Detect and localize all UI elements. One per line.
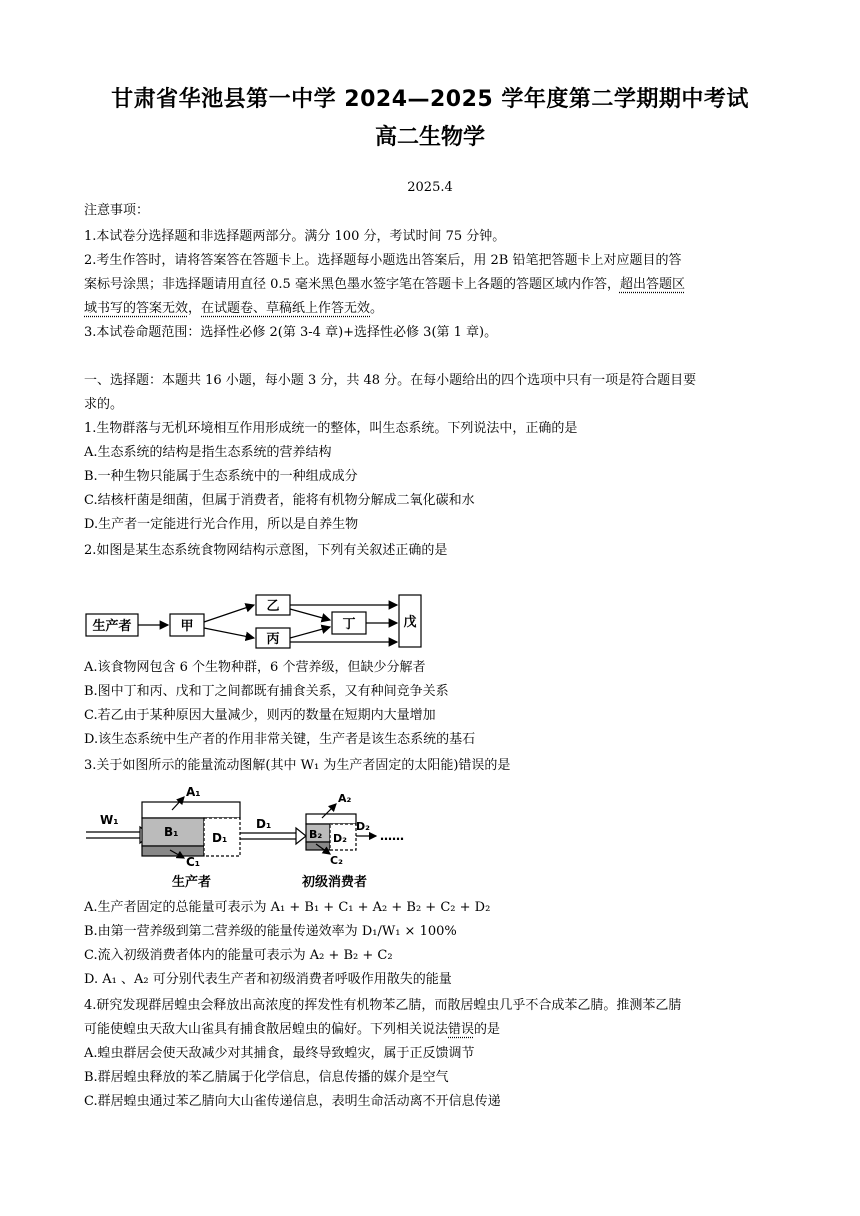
label-producer: 生产者	[172, 875, 212, 890]
note-2-line-3	[84, 299, 383, 319]
q1-stem: 1.生物群落与无机环境相互作用形成统一的整体，叫生态系统。下列说法中，正确的是	[84, 421, 578, 436]
q3-option-d: D. A₁ 、A₂ 可分别代表生产者和初级消费者呼吸作用散失的能量	[84, 972, 452, 987]
q2-option-c: C.若乙由于某种原因大量减少，则丙的数量在短期内大量增加	[84, 708, 436, 723]
energy-flow-diagram	[84, 784, 424, 892]
label-b1: B₁	[164, 825, 179, 839]
q3-stem: 3.关于如图所示的能量流动图解(其中 W₁ 为生产者固定的太阳能)错误的是	[84, 758, 511, 773]
label-d1-box: D₁	[212, 831, 228, 845]
exam-date: 2025.4	[407, 180, 453, 195]
label-a1: A₁	[186, 785, 201, 799]
note-1: 1.本试卷分选择题和非选择题两部分。满分 100 分，考试时间 75 分钟。	[84, 229, 506, 244]
note-2-line-2	[84, 275, 685, 295]
q4-option-a: A.蝗虫群居会使天敌减少对其捕食，最终导致蝗灾，属于正反馈调节	[84, 1046, 475, 1061]
node-jia: 甲	[180, 619, 194, 634]
food-web-diagram	[84, 590, 434, 652]
exam-title: 甘肃省华池县第一中学 2024—2025 学年度第二学期期中考试	[111, 87, 749, 112]
label-w1: W₁	[100, 813, 119, 827]
node-yi: 乙	[266, 599, 280, 614]
q3-option-a: A.生产者固定的总能量可表示为 A₁ + B₁ + C₁ + A₂ + B₂ + C₂ + D₂	[84, 900, 491, 915]
q4-stem-emphasis: 错误	[448, 1022, 475, 1037]
q1-option-c: C.结核杆菌是细菌，但属于消费者，能将有机物分解成二氧化碳和水	[84, 493, 475, 508]
node-bing: 丙	[266, 632, 280, 647]
label-c2: C₂	[330, 854, 343, 867]
label-d2-box: D₂	[333, 832, 347, 845]
q4-stem-end: 的是	[474, 1022, 501, 1037]
q1-option-d: D.生产者一定能进行光合作用，所以是自养生物	[84, 517, 359, 532]
note-2-line-1: 2.考生作答时，请将答案答在答题卡上。选择题每小题选出答案后，用 2B 铅笔把答题卡上对应题目的答	[84, 253, 682, 268]
q4-stem-line-2	[84, 1020, 500, 1040]
q2-option-b: B.图中丁和丙、戊和丁之间都既有捕食关系，又有种间竞争关系	[84, 684, 449, 699]
node-wu: 戊	[403, 615, 417, 630]
note-2-text: 案标号涂黑；非选择题请用直径 0.5 毫米黑色墨水签字笔在答题卡上各题的答题区域内作答，	[84, 277, 620, 292]
q2-option-d: D.该生态系统中生产者的作用非常关键，生产者是该生态系统的基石	[84, 732, 476, 747]
section-heading-line-1: 一、选择题：本题共 16 小题，每小题 3 分，共 48 分。在每小题给出的四个选项中只有一项是符合题目要	[84, 373, 697, 388]
exam-subtitle: 高二生物学	[374, 125, 485, 150]
note-2-period: 。	[370, 301, 384, 316]
label-ellipsis: ……	[380, 829, 404, 843]
note-2-comma: ，	[188, 301, 202, 316]
node-ding: 丁	[342, 617, 356, 632]
q2-stem: 2.如图是某生态系统食物网结构示意图，下列有关叙述正确的是	[84, 543, 448, 558]
label-b2: B₂	[309, 828, 323, 841]
label-c1: C₁	[186, 855, 201, 869]
note-3: 3.本试卷命题范围：选择性必修 2(第 3-4 章)+选择性必修 3(第 1 章)。	[84, 325, 498, 340]
label-a2: A₂	[338, 792, 352, 805]
note-2-emphasis-3: 在试题卷、草稿纸上作答无效	[201, 301, 371, 316]
q4-option-c: C.群居蝗虫通过苯乙腈向大山雀传递信息，表明生命活动离不开信息传递	[84, 1094, 501, 1109]
q4-option-b: B.群居蝗虫释放的苯乙腈属于化学信息，信息传播的媒介是空气	[84, 1070, 449, 1085]
node-producer: 生产者	[92, 619, 132, 634]
q3-option-b: B.由第一营养级到第二营养级的能量传递效率为 D₁/W₁ × 100%	[84, 924, 457, 939]
q1-option-a: A.生态系统的结构是指生态系统的营养结构	[84, 445, 332, 460]
q3-option-c: C.流入初级消费者体内的能量可表示为 A₂ + B₂ + C₂	[84, 948, 393, 963]
q4-stem-line-1: 4.研究发现群居蝗虫会释放出高浓度的挥发性有机物苯乙腈，而散居蝗虫几乎不合成苯乙腈。推测苯乙腈	[84, 998, 682, 1013]
notes-heading: 注意事项：	[84, 203, 150, 218]
label-d1-arrow: D₁	[256, 817, 272, 831]
section-heading-line-2: 求的。	[84, 397, 124, 412]
q1-option-b: B.一种生物只能属于生态系统中的一种组成成分	[84, 469, 358, 484]
q2-option-a: A.该食物网包含 6 个生物种群，6 个营养级，但缺少分解者	[84, 660, 426, 675]
label-primary-consumer: 初级消费者	[302, 875, 368, 890]
note-2-emphasis-2: 域书写的答案无效	[84, 301, 189, 316]
note-2-emphasis: 超出答题区	[619, 277, 685, 292]
q4-stem-text: 可能使蝗虫天敌大山雀具有捕食散居蝗虫的偏好。下列相关说法	[84, 1022, 449, 1037]
label-d2-arrow: D₂	[356, 820, 370, 833]
